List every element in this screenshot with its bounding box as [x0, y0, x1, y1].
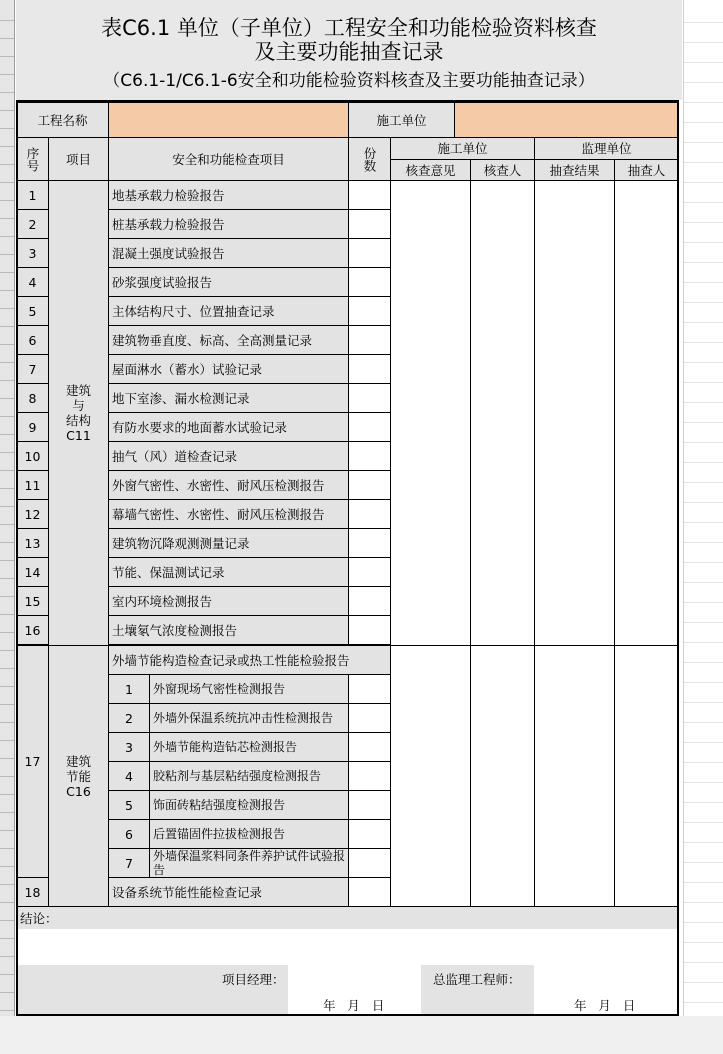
gridline	[0, 74, 14, 75]
gridline	[684, 22, 723, 23]
sub-item-copies-input[interactable]	[348, 674, 391, 704]
gridline	[0, 488, 14, 489]
row-17-seq: 17	[16, 645, 49, 878]
group1-label-line: 结构	[65, 413, 91, 428]
row-copies-input[interactable]	[348, 557, 391, 587]
row-copies-input[interactable]	[348, 615, 391, 645]
column-header-copies-text: 份数	[362, 146, 377, 172]
gridline	[0, 866, 14, 867]
gridline	[684, 242, 723, 243]
sub-item-seq: 3	[108, 732, 150, 762]
group2-label-line: C16	[66, 783, 91, 799]
row-18-name: 设备系统节能性能检查记录	[108, 877, 349, 907]
gridline	[0, 416, 14, 417]
row-copies-input[interactable]	[348, 354, 391, 384]
gridline	[0, 398, 14, 399]
gridline	[684, 102, 723, 103]
column-header-item: 项目	[48, 137, 109, 181]
column-header-seq	[16, 137, 49, 181]
row-copies-input[interactable]	[348, 499, 391, 529]
column-header-copies	[348, 137, 391, 181]
row-18-seq: 18	[16, 877, 49, 907]
gridline	[0, 974, 14, 975]
gridline	[684, 422, 723, 423]
gridline	[684, 342, 723, 343]
row-copies-input[interactable]	[348, 441, 391, 471]
contractor-input[interactable]	[454, 102, 679, 138]
conclusion-input[interactable]	[18, 929, 677, 965]
gridline	[684, 82, 723, 83]
sub-item-name: 外墙节能构造钻芯检测报告	[149, 732, 349, 762]
gridline	[0, 290, 14, 291]
row-check-item: 节能、保温测试记录	[108, 557, 349, 587]
row-header-strip	[0, 0, 15, 1016]
row-check-item: 桩基承载力检验报告	[108, 209, 349, 239]
sub-item-name: 饰面砖粘结强度检测报告	[149, 790, 349, 820]
supervisor-date: 年 月 日	[574, 998, 636, 1013]
gridline	[684, 882, 723, 883]
gridline	[0, 506, 14, 507]
gridline	[0, 542, 14, 543]
column-header-check-opinion: 核查意见	[390, 159, 471, 181]
gridline	[0, 56, 14, 57]
row-copies-input[interactable]	[348, 209, 391, 239]
gridline	[684, 802, 723, 803]
gridline	[0, 218, 14, 219]
row-check-item: 有防水要求的地面蓄水试验记录	[108, 412, 349, 442]
gridline	[0, 740, 14, 741]
gridline	[0, 380, 14, 381]
gridline	[684, 642, 723, 643]
group1-sampler-cell[interactable]	[614, 180, 679, 646]
gridline	[0, 704, 14, 705]
row-seq: 13	[16, 528, 49, 558]
row-copies-input[interactable]	[348, 383, 391, 413]
gridline	[684, 982, 723, 983]
gridline	[0, 902, 14, 903]
gridline	[684, 62, 723, 63]
gridline	[0, 812, 14, 813]
project-name-input[interactable]	[108, 102, 349, 138]
row-check-item: 建筑物垂直度、标高、全高测量记录	[108, 325, 349, 355]
column-header-supervisor: 监理单位	[534, 137, 679, 160]
gridline	[0, 452, 14, 453]
row-check-item: 外窗气密性、水密性、耐风压检测报告	[108, 470, 349, 500]
gridline	[0, 758, 14, 759]
sub-item-seq: 5	[108, 790, 150, 820]
gridline	[0, 200, 14, 201]
row-check-item: 土壤氡气浓度检测报告	[108, 615, 349, 645]
supervisor-label: 总监理工程师：	[433, 972, 521, 987]
sub-item-seq: 2	[108, 703, 150, 733]
gridline	[0, 830, 14, 831]
gridline	[0, 650, 14, 651]
gridline	[0, 146, 14, 147]
gridline	[0, 254, 14, 255]
row-copies-input[interactable]	[348, 412, 391, 442]
group1-label-line: 建筑	[65, 383, 91, 398]
row-check-item: 建筑物沉降观测测量记录	[108, 528, 349, 558]
row-seq: 6	[16, 325, 49, 355]
row-copies-input[interactable]	[348, 586, 391, 616]
gridline	[684, 722, 723, 723]
gridline	[684, 362, 723, 363]
gridline	[0, 272, 14, 273]
gridline	[684, 662, 723, 663]
group-label-energy	[48, 645, 109, 907]
row-copies-input[interactable]	[348, 238, 391, 268]
gridline	[0, 362, 14, 363]
gridline	[0, 632, 14, 633]
gridline	[684, 602, 723, 603]
row-copies-input[interactable]	[348, 180, 391, 210]
gridline	[684, 902, 723, 903]
gridline	[684, 942, 723, 943]
gridline	[684, 222, 723, 223]
gridline	[0, 578, 14, 579]
group2-label-line: 建筑	[65, 753, 91, 769]
sub-item-copies-input[interactable]	[348, 848, 391, 878]
column-header-contractor: 施工单位	[390, 137, 535, 160]
gridline	[684, 702, 723, 703]
gridline	[0, 236, 14, 237]
gridline	[0, 776, 14, 777]
group1-label-line: 与	[72, 398, 85, 413]
sub-item-seq: 4	[108, 761, 150, 791]
gridline	[684, 742, 723, 743]
group1-label-line: C11	[66, 428, 91, 443]
sub-item-copies-input[interactable]	[348, 761, 391, 791]
gridline	[684, 682, 723, 683]
row-seq: 8	[16, 383, 49, 413]
group1-sample-result-cell[interactable]	[534, 180, 615, 646]
gridline	[0, 920, 14, 921]
gridline	[0, 524, 14, 525]
sub-item-seq: 7	[108, 848, 150, 878]
gridline	[684, 262, 723, 263]
gridline	[684, 582, 723, 583]
row-check-item: 地下室渗、漏水检测记录	[108, 383, 349, 413]
sub-item-seq: 1	[108, 674, 150, 704]
form-subtitle: （C6.1-1/C6.1-6安全和功能检验资料核查及主要功能抽查记录）	[103, 71, 595, 91]
row-seq: 5	[16, 296, 49, 326]
title-area	[16, 0, 682, 100]
gridline	[0, 722, 14, 723]
gridline	[684, 382, 723, 383]
row-check-item: 幕墙气密性、水密性、耐风压检测报告	[108, 499, 349, 529]
gridline	[684, 282, 723, 283]
gridline	[0, 308, 14, 309]
gridline	[0, 20, 14, 21]
contractor-label: 施工单位	[348, 102, 455, 138]
empty-columns-strip	[683, 0, 723, 1016]
gridline	[684, 782, 723, 783]
column-header-checker: 核查人	[470, 159, 535, 181]
row-seq: 2	[16, 209, 49, 239]
row-seq: 4	[16, 267, 49, 297]
gridline	[0, 182, 14, 183]
row-check-item: 屋面淋水（蓄水）试验记录	[108, 354, 349, 384]
row-check-item: 室内环境检测报告	[108, 586, 349, 616]
gridline	[684, 462, 723, 463]
group2-check-opinion-cell[interactable]	[390, 645, 471, 907]
gridline	[684, 622, 723, 623]
gridline	[684, 202, 723, 203]
row-seq: 16	[16, 615, 49, 645]
gridline	[0, 614, 14, 615]
sub-item-name: 后置锚固件拉拔检测报告	[149, 819, 349, 849]
gridline	[684, 42, 723, 43]
gridline	[0, 884, 14, 885]
gridline	[0, 128, 14, 129]
gridline	[0, 668, 14, 669]
gridline	[684, 522, 723, 523]
gridline	[0, 596, 14, 597]
gridline	[0, 38, 14, 39]
row-copies-input[interactable]	[348, 296, 391, 326]
sub-item-copies-input[interactable]	[348, 819, 391, 849]
gridline	[684, 302, 723, 303]
gridline	[0, 92, 14, 93]
gridline	[684, 322, 723, 323]
gridline	[684, 542, 723, 543]
gridline	[684, 962, 723, 963]
gridline	[684, 502, 723, 503]
row-17-name: 外墙节能构造检查记录或热工性能检验报告	[108, 645, 391, 675]
gridline	[684, 1002, 723, 1003]
row-seq: 3	[16, 238, 49, 268]
gridline	[684, 402, 723, 403]
gridline	[0, 956, 14, 957]
sub-item-copies-input[interactable]	[348, 732, 391, 762]
group2-sampler-cell[interactable]	[614, 645, 679, 907]
group2-label-line: 节能	[65, 768, 91, 784]
gridline	[684, 862, 723, 863]
gridline	[0, 794, 14, 795]
row-check-item: 砂浆强度试验报告	[108, 267, 349, 297]
row-seq: 15	[16, 586, 49, 616]
sheet-background	[0, 1016, 723, 1054]
gridline	[0, 848, 14, 849]
pm-label: 项目经理：	[222, 972, 285, 987]
gridline	[0, 560, 14, 561]
row-seq: 9	[16, 412, 49, 442]
gridline	[0, 326, 14, 327]
sub-item-copies-input[interactable]	[348, 703, 391, 733]
gridline	[684, 142, 723, 143]
row-check-item: 地基承载力检验报告	[108, 180, 349, 210]
gridline	[684, 122, 723, 123]
column-header-check-item: 安全和功能检查项目	[108, 137, 349, 181]
row-copies-input[interactable]	[348, 267, 391, 297]
group2-checker-cell[interactable]	[470, 645, 535, 907]
form-title: 表C6.1 单位（子单位）工程安全和功能检验资料核查	[101, 16, 597, 40]
row-copies-input[interactable]	[348, 325, 391, 355]
row-seq: 7	[16, 354, 49, 384]
row-seq: 10	[16, 441, 49, 471]
row-18-copies[interactable]	[348, 877, 391, 907]
sub-item-name: 外墙外保温系统抗冲击性检测报告	[149, 703, 349, 733]
gridline	[0, 164, 14, 165]
gridline	[684, 182, 723, 183]
gridline	[0, 470, 14, 471]
gridline	[684, 922, 723, 923]
group-label-structure	[48, 180, 109, 646]
column-header-sampler: 抽查人	[614, 159, 679, 181]
row-seq: 14	[16, 557, 49, 587]
row-seq: 11	[16, 470, 49, 500]
gridline	[0, 686, 14, 687]
form-title-line2: 及主要功能抽查记录	[254, 40, 444, 64]
gridline	[0, 938, 14, 939]
gridline	[684, 482, 723, 483]
gridline	[684, 162, 723, 163]
gridline	[0, 434, 14, 435]
row-check-item: 抽气（风）道检查记录	[108, 441, 349, 471]
sub-item-name: 外墙保温浆料同条件养护试件试验报告	[149, 848, 349, 878]
gridline	[0, 344, 14, 345]
row-copies-input[interactable]	[348, 528, 391, 558]
group2-sample-result-cell[interactable]	[534, 645, 615, 907]
gridline	[684, 562, 723, 563]
sub-item-name: 胶粘剂与基层粘结强度检测报告	[149, 761, 349, 791]
sub-item-seq: 6	[108, 819, 150, 849]
group1-check-opinion-cell[interactable]	[390, 180, 471, 646]
row-check-item: 混凝土强度试验报告	[108, 238, 349, 268]
project-name-label: 工程名称	[16, 102, 109, 138]
row-check-item: 主体结构尺寸、位置抽查记录	[108, 296, 349, 326]
sub-item-copies-input[interactable]	[348, 790, 391, 820]
sub-item-name: 外窗现场气密性检测报告	[149, 674, 349, 704]
gridline	[0, 110, 14, 111]
group1-checker-cell[interactable]	[470, 180, 535, 646]
gridline	[684, 442, 723, 443]
gridline	[684, 842, 723, 843]
gridline	[684, 762, 723, 763]
column-header-seq-text: 序号	[25, 146, 40, 172]
pm-date: 年 月 日	[323, 998, 385, 1013]
gridline	[684, 822, 723, 823]
row-seq: 12	[16, 499, 49, 529]
row-seq: 1	[16, 180, 49, 210]
conclusion-label: 结论：	[16, 906, 679, 930]
column-header-sample-result: 抽查结果	[534, 159, 615, 181]
gridline	[0, 992, 14, 993]
row-copies-input[interactable]	[348, 470, 391, 500]
gridline	[0, 1010, 14, 1011]
